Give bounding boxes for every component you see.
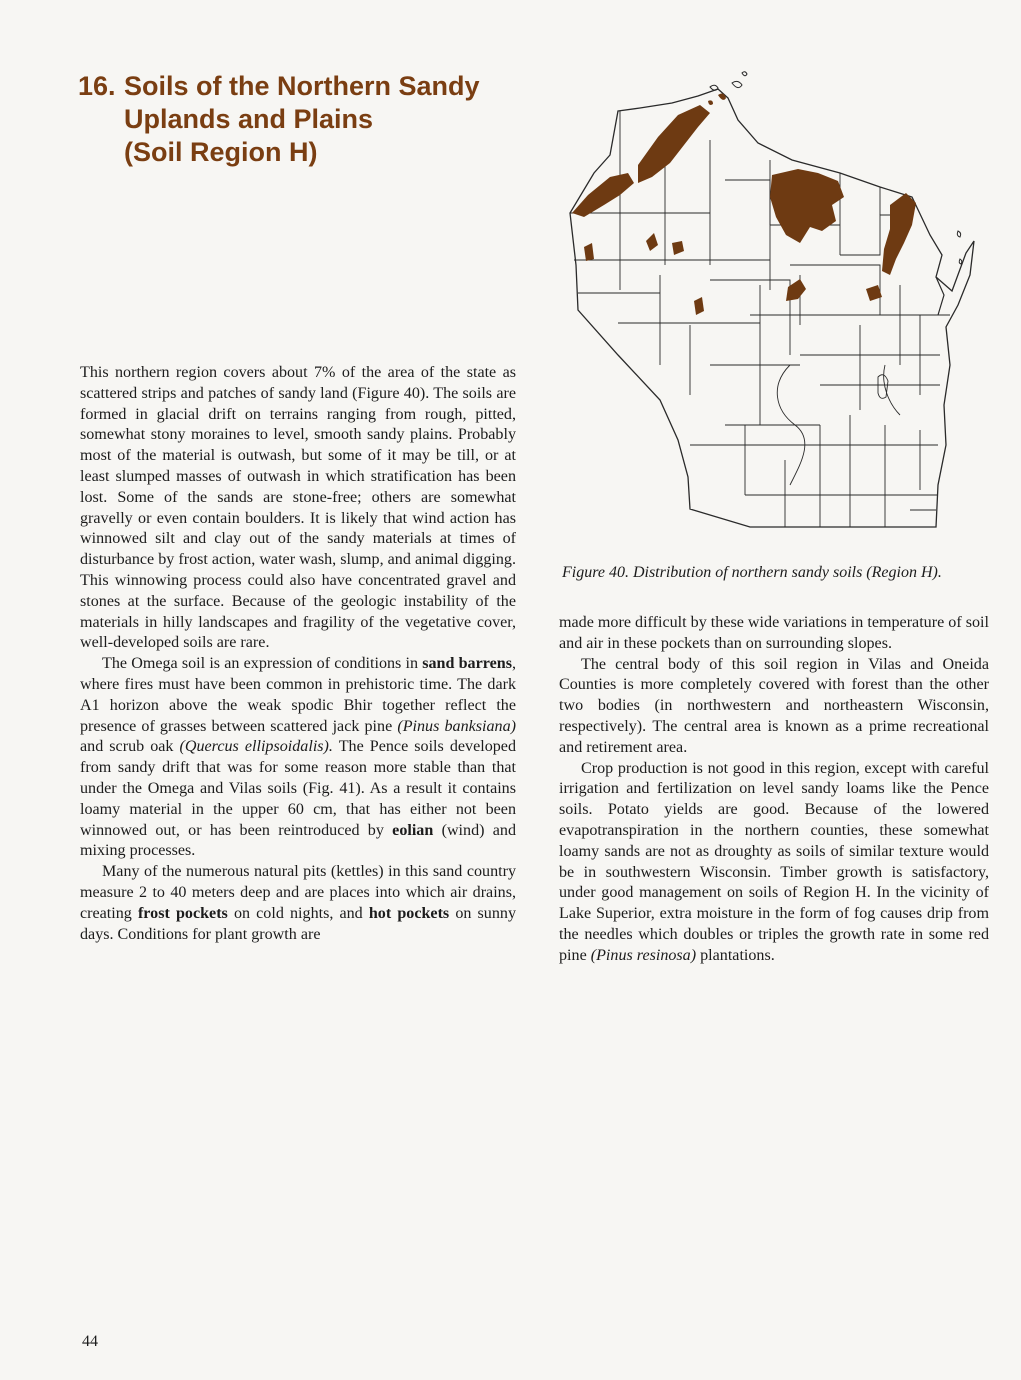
term-frost-pockets: frost pockets [137,904,228,922]
island-3 [742,72,747,76]
paragraph-omega-soil: The Omega soil is an expression of conditions in sand barrens, where fires must have been common in prehistoric time. The dark A1 horizon above the weak spodic Bhir together reflect the presence of grasses between scattered jack pine (Pinus banksiana) and scrub oak (Quercus ellipsoidalis). The Pence soils developed from sandy drift that was for some reason more stable than that under the Omega and Vilas soils (Fig. 41). As a result it contains loamy material in the upper 60 cm, that has either not been winnowed out, or has been reintroduced by eolian (wind) and mixing processes. [80,655,517,860]
patch-bayfield-strip [638,105,710,183]
patch-northwest-islands [708,94,726,105]
figure-caption: Figure 40. Distribution of northern sandy soils (Region H). [562,564,942,581]
paragraph-crop-production: Crop production is not good in this region, except with careful irrigation and fertilization on level sandy loams like the Pence soils. Potato yields are good. Because of the lowered evapotranspiration in the northern counties, these somewhat loamy sands are not as droughty as soils of similar texture would be in southwestern Wisconsin. Timber growth is satisfactory, under good management on soils of Region H. In the vicinity of Lake Superior, extra moisture in the form of fog causes drip from the needles which doubles or triples the growth rate in some red pine (Pinus resinosa) plantations. [559,759,989,964]
title-line-2: Uplands and Plains [124,104,374,134]
island-5 [959,259,962,264]
species-scrub-oak: (Quercus ellipsoidalis). [179,738,333,756]
wisconsin-soil-map [560,65,1000,540]
term-sand-barrens: sand barrens [422,655,512,673]
paragraph-central-body: The central body of this soil region in Vilas and Oneida Counties is more completely covered with forest than the other two bodies (in northwestern and northeastern Wisconsin, respectively). The central area is known as a prime recreational and retirement area. [559,655,989,756]
left-column [80,363,516,945]
lake-winnebago [878,375,888,399]
patch-clark [694,297,704,315]
patch-vilas-oneida [770,169,844,243]
patch-burnett [584,243,594,261]
term-eolian: eolian [392,821,434,839]
section-title [78,70,538,169]
island-1 [732,81,742,87]
title-line-3: (Soil Region H) [124,137,318,167]
species-red-pine: (Pinus resinosa) [590,946,697,964]
paragraph-region-overview: This northern region covers about 7% of the area of the state as scattered strips and patches of sandy land (Figure 40). The soils are formed in glacial drift on terrains ranging from rough, pitted, somewhat stony moraines to level, smooth sandy plains. Probably most of the material is outwash, but some of it may be till, or at least slumped masses of outwash in which stratification has been lost. Some of the sands are stone-free; others are somewhat gravelly or even contain boulders. It is likely that wind action has winnowed silt and clay out of the sandy materials at times of disturbance by frost action, water wash, slump, and animal digging. This winnowing process could also have concentrated gravel and stones at the surface. Because of the geologic instability of the materials in hilly landscapes and fragility of the vegetative cover, well-developed soils are rare. [80,364,516,652]
term-hot-pockets: hot pockets [368,904,450,922]
title-line-1: Soils of the Northern Sandy [124,71,480,101]
state-outline [570,72,974,527]
patch-marinette-florence [882,193,916,275]
paragraph-kettles: Many of the numerous natural pits (kettles) in this sand country measure 2 to 40 meters deep and are places into which air drains, creating frost pockets on cold nights, and hot pockets on sunny days. Conditions for plant growth are [80,863,516,943]
wisconsin-border [570,89,974,527]
section-number: 16. [78,71,116,101]
paragraph-pocket-variation: made more difficult by these wide variations in temperature of soil and air in these pockets than on surrounding slopes. [559,614,989,652]
patch-lincoln [786,279,806,301]
island-4 [957,231,960,237]
winnebago-lake [878,375,888,399]
right-column [559,613,989,967]
species-jack-pine: (Pinus banksiana) [397,717,517,735]
page-number: 44 [82,1333,98,1350]
island-2 [710,85,718,90]
